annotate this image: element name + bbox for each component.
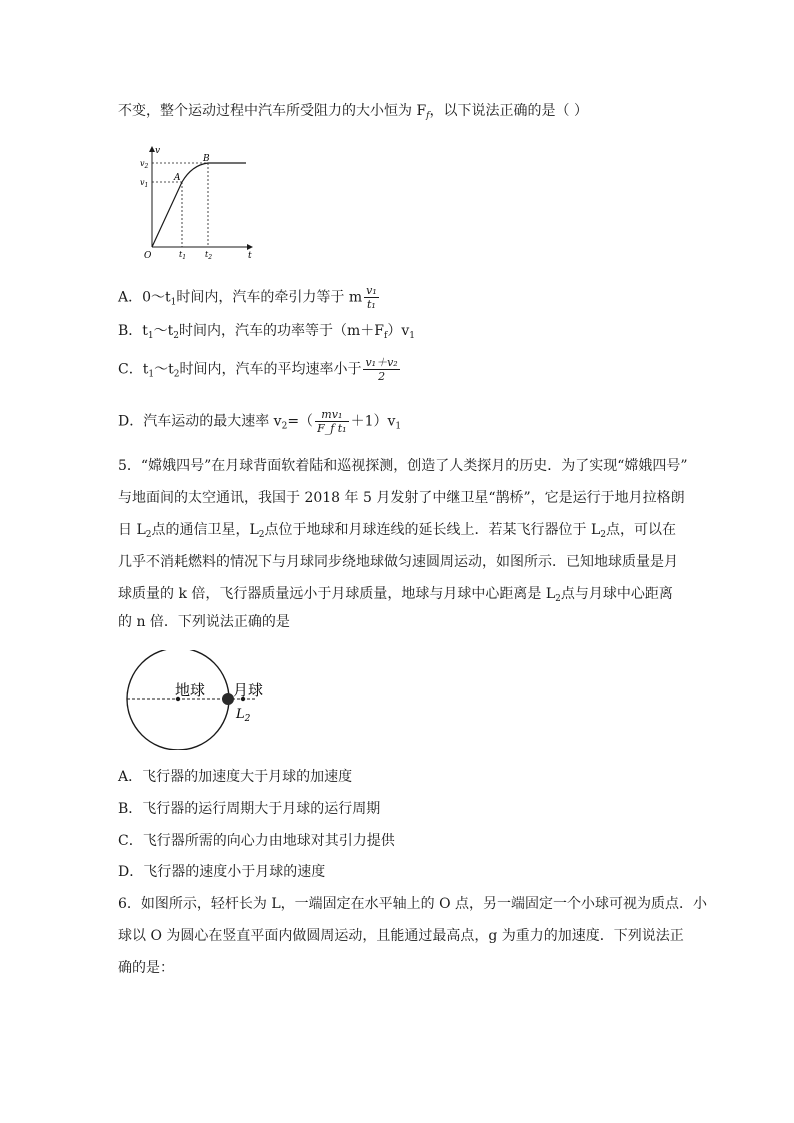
velocity-curve <box>152 163 246 247</box>
fraction-v1-t1: $\frac{\text{v₁}}{\text{t₁}}$ <box>366 284 377 311</box>
fraction-average-speed: $\frac{\text{v₁＋v₂}}{2}$ <box>365 356 398 383</box>
earth-moon-orbit-diagram <box>118 650 288 750</box>
option-5b: B．飞行器的运行周期大于月球的运行周期 <box>118 801 381 817</box>
question-4-stem-tail: 不变，整个运动过程中汽车所受阻力的大小恒为 $F_f$，以下说法正确的是（ ） <box>118 103 588 121</box>
option-5d: D．飞行器的速度小于月球的速度 <box>118 864 326 880</box>
question-5-line-3: 日 $L_2$点的通信卫星，$L_2$点位于地球和月球连线的延长线上．若某飞行器位于 $L_2$点，可以在 <box>118 522 676 540</box>
option-4a: A．$0\sim t_1$时间内，汽车的牵引力等于 m $\frac{\text{v₁}}{\text{t₁}}$ <box>118 284 377 311</box>
question-5-line-6: 的 n 倍．下列说法正确的是 <box>118 614 290 630</box>
t2-label: $t_2$ <box>205 250 213 261</box>
moon-label: 月球 <box>233 681 264 699</box>
option-4c: C．$t_1\sim t_2$时间内，汽车的平均速率小于 $\frac{\text{v₁＋v₂}}{2}$ <box>118 356 398 383</box>
question-5-line-1: 5．“嫦娥四号”在月球背面软着陆和巡视探测，创造了人类探月的历史．为了实现“嫦娥四号” <box>118 458 688 474</box>
point-a-label: A <box>174 173 181 183</box>
point-b-label: B <box>203 154 210 164</box>
question-5-line-2: 与地面间的太空通讯，我国于 2018 年 5 月发射了中继卫星“鹊桥”，它是运行于地月拉格朗 <box>118 490 685 506</box>
fraction-mv1-fft1: $\frac{\text{mv₁}}{\text{F\_f t₁}}$ <box>317 408 347 435</box>
l2-label: $L_2$ <box>236 707 251 724</box>
question-5-line-4: 几乎不消耗燃料的情况下与月球同步绕地球做匀速圆周运动，如图所示．已知地球质量是月 <box>118 554 678 570</box>
question-6-line-1: 6．如图所示，轻杆长为 L，一端固定在水平轴上的 O 点，另一端固定一个小球可视为质点．小 <box>118 896 708 912</box>
v1-label: $v_1$ <box>140 178 149 189</box>
question-5-line-5: 球质量的 k 倍，飞行器质量远小于月球质量，地球与月球中心距离是 $L_2$点与月球中心距离 <box>118 586 673 604</box>
question-6-line-2: 球以 O 为圆心在竖直平面内做圆周运动，且能通过最高点，g 为重力的加速度．下列说法正 <box>118 928 684 944</box>
question-6-line-3: 确的是： <box>118 960 174 976</box>
option-5c: C．飞行器所需的向心力由地球对其引力提供 <box>118 833 395 849</box>
t1-label: $t_1$ <box>179 250 187 261</box>
velocity-time-graph <box>136 141 258 263</box>
option-5a: A．飞行器的加速度大于月球的加速度 <box>118 769 353 785</box>
earth-label: 地球 <box>175 681 206 699</box>
x-axis-label: t <box>248 251 252 261</box>
y-axis-label: v <box>155 146 161 156</box>
option-4b: B．$t_1\sim t_2$时间内，汽车的功率等于$(m+F_f)v_1$ <box>118 323 416 341</box>
option-4d: D．汽车运动的最大速率 $v_2=$（ $\frac{\text{mv₁}}{\text{F\_f t₁}}$ $+1)v_1$ <box>118 408 402 435</box>
origin-label: O <box>144 251 152 261</box>
v2-label: $v_2$ <box>140 159 149 170</box>
